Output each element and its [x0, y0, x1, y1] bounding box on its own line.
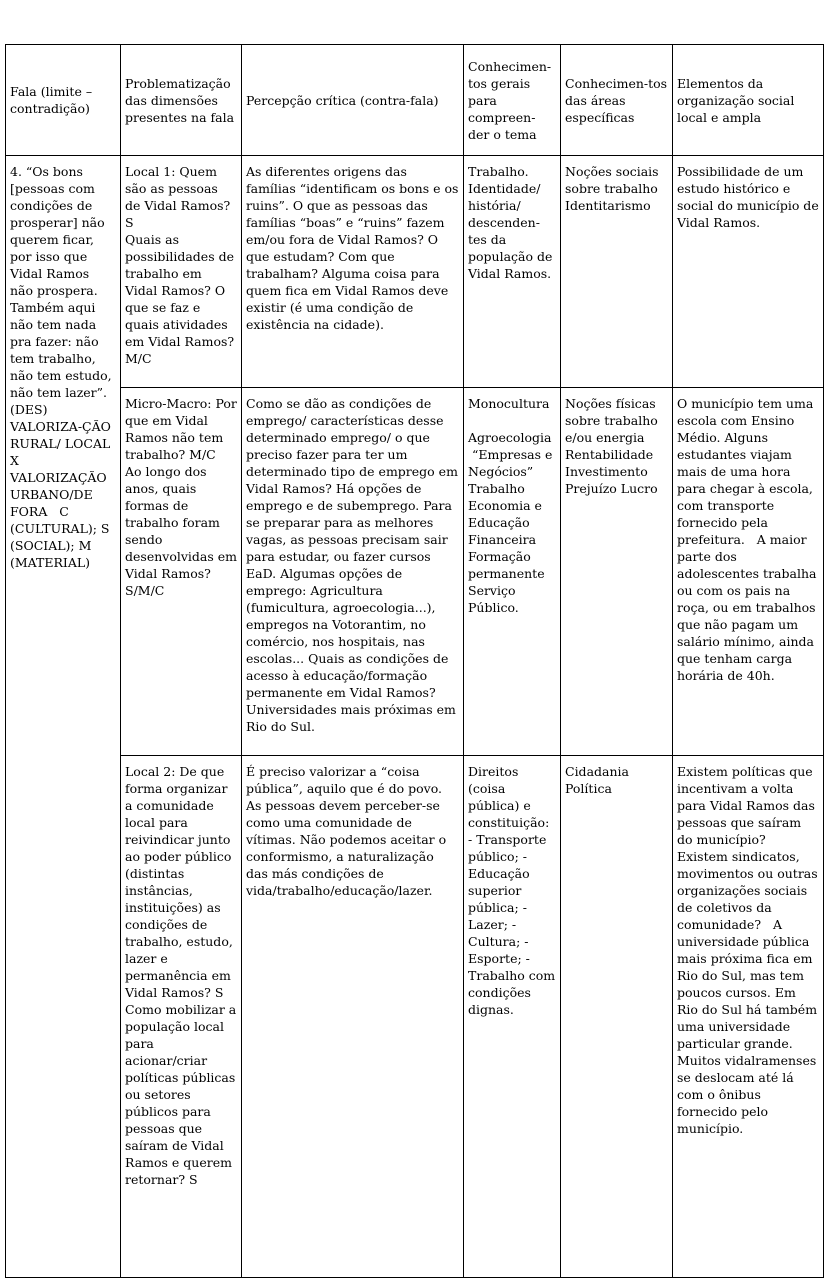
table-row — [6, 388, 824, 756]
fala-cell: 4. “Os bons [pessoas com condições de prosperar] não querem ficar, por isso que Vidal Ramos não prospera. Também aqui não tem nada pra fazer: não tem trabalho, não tem estudo, não tem lazer”. (DES) VALORIZA-ÇÃO RURAL/ LOCAL X VALORIZAÇÃO URBANO/DE FORA C (CULTURAL); S (SOCIAL); M (MATERIAL) — [6, 156, 121, 1278]
problematizacao-cell: Local 1: Quem são as pessoas de Vidal Ramos? S Quais as possibilidades de trabalho em Vidal Ramos? O que se faz e quais atividades em Vidal Ramos? M/C — [121, 156, 242, 388]
problematizacao-cell: Local 2: De que forma organizar a comunidade local para reivindicar junto ao poder público (distintas instâncias, instituições) as condições de trabalho, estudo, lazer e permanência em Vidal Ramos? S Como mobilizar a população local para acionar/criar políticas públicas ou setores públicos para pessoas que saíram de Vidal Ramos e querem retornar? S — [121, 756, 242, 1278]
conhecimentos-gerais-cell: Direitos (coisa pública) e constituição: - Transporte público; - Educação superior pública; - Lazer; - Cultura; - Esporte; - Trabalho com condições dignas. — [464, 756, 561, 1278]
conhecimentos-especificos-cell: Noções sociais sobre trabalho Identitarismo — [561, 156, 673, 388]
header-percepcao: Percepção crítica (contra-fala) — [242, 45, 464, 156]
organizacao-social-cell: Possibilidade de um estudo histórico e social do município de Vidal Ramos. — [673, 156, 824, 388]
problematizacao-cell: Micro-Macro: Por que em Vidal Ramos não tem trabalho? M/C Ao longo dos anos, quais formas de trabalho foram sendo desenvolvidas em Vidal Ramos? S/M/C — [121, 388, 242, 756]
organizacao-social-cell: Existem políticas que incentivam a volta para Vidal Ramos das pessoas que saíram do município? Existem sindicatos, movimentos ou outras organizações sociais de coletivos da comunidade? A universidade pública mais próxima fica em Rio do Sul, mas tem poucos cursos. Em Rio do Sul há também uma universidade particular grande. Muitos vidalramenses se deslocam até lá com o ônibus fornecido pelo município. — [673, 756, 824, 1278]
table-row — [6, 156, 824, 388]
header-problematizacao: Problematização das dimensões presentes na fala — [121, 45, 242, 156]
header-conhecimentos-especificos: Conhecimen-tos das áreas específicas — [561, 45, 673, 156]
header-conhecimentos-gerais: Conhecimen-tos gerais para compreen-der o tema — [464, 45, 561, 156]
conhecimentos-especificos-cell: Noções físicas sobre trabalho e/ou energia Rentabilidade Investimento Prejuízo Lucro — [561, 388, 673, 756]
percepcao-cell: Como se dão as condições de emprego/ características desse determinado emprego/ o que preciso fazer para ter um determinado tipo de emprego em Vidal Ramos? Há opções de emprego e de subemprego. Para se preparar para as melhores vagas, as pessoas precisam sair para estudar, ou fazer cursos EaD. Algumas opções de emprego: Agricultura (fumicultura, agroecologia...), empregos na Votorantim, no comércio, nos hospitais, nas escolas... Quais as condições de acesso à educação/formação permanente em Vidal Ramos? Universidades mais próximas em Rio do Sul. — [242, 388, 464, 756]
conhecimentos-especificos-cell: Cidadania Política — [561, 756, 673, 1278]
table-row — [6, 756, 824, 1278]
content-table — [5, 44, 824, 1278]
header-organizacao-social: Elementos da organização social local e ampla — [673, 45, 824, 156]
header-fala: Fala (limite – contradição) — [6, 45, 121, 156]
header-row — [6, 45, 824, 156]
conhecimentos-gerais-cell: Trabalho. Identidade/ história/ descenden-tes da população de Vidal Ramos. — [464, 156, 561, 388]
conhecimentos-gerais-cell: Monocultura Agroecologia “Empresas e Negócios” Trabalho Economia e Educação Financeira Formação permanente Serviço Público. — [464, 388, 561, 756]
percepcao-cell: As diferentes origens das famílias “identificam os bons e os ruins”. O que as pessoas das famílias “boas” e “ruins” fazem em/ou fora de Vidal Ramos? O que estudam? Com que trabalham? Alguma coisa para quem fica em Vidal Ramos deve existir (é uma condição de existência na cidade). — [242, 156, 464, 388]
organizacao-social-cell: O município tem uma escola com Ensino Médio. Alguns estudantes viajam mais de uma hora para chegar à escola, com transporte fornecido pela prefeitura. A maior parte dos adolescentes trabalha ou com os pais na roça, ou em trabalhos que não pagam um salário mínimo, ainda que tenham carga horária de 40h. — [673, 388, 824, 756]
percepcao-cell: É preciso valorizar a “coisa pública”, aquilo que é do povo. As pessoas devem perceber-se como uma comunidade de vítimas. Não podemos aceitar o conformismo, a naturalização das más condições de vida/trabalho/educação/lazer. — [242, 756, 464, 1278]
